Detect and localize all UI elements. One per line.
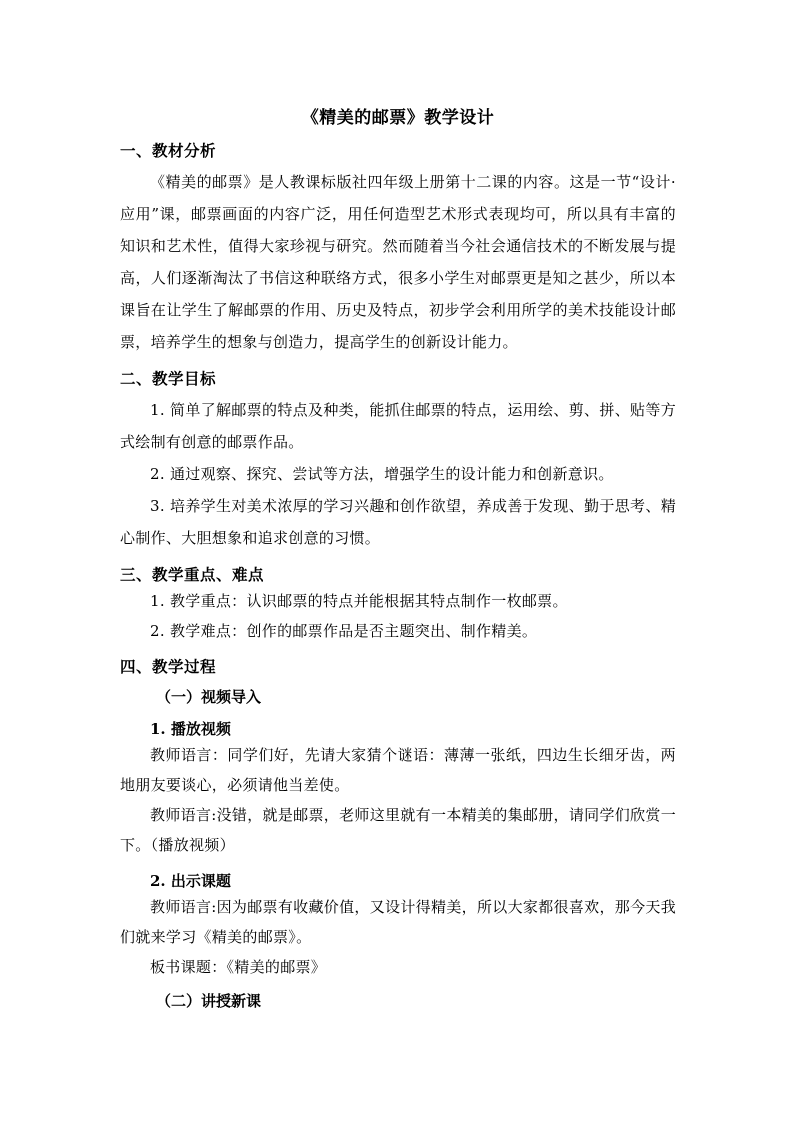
section-heading-objectives: 二、教学目标: [120, 369, 217, 388]
objective-item-1: 1. 简单了解邮票的特点及种类，能抓住邮票的特点，运用绘、剪、拼、贴等方式绘制有创意的邮票作品。: [120, 401, 676, 451]
step-show-topic: 2. 出示课题: [150, 872, 231, 890]
section-heading-analysis: 一、教材分析: [120, 141, 217, 160]
teacher-speech-topic: 教师语言:因为邮票有收藏价值，又设计得精美，所以大家都很喜欢，那今天我们就来学习《精美的邮票》。: [120, 898, 676, 946]
teacher-speech-stamp-album: 教师语言:没错，就是邮票，老师这里就有一本精美的集邮册，请同学们欣赏一下。（播放视频）: [120, 806, 676, 854]
document-title: 《精美的邮票》教学设计: [301, 108, 495, 128]
objective-item-3: 3. 培养学生对美术浓厚的学习兴趣和创作欲望，养成善于发现、勤于思考、精心制作、大胆想象和追求创意的习惯。: [120, 497, 676, 547]
key-point-item-2: 2. 教学难点：创作的邮票作品是否主题突出、制作精美。: [150, 622, 538, 640]
objective-item-2: 2. 通过观察、探究、尝试等方法，增强学生的设计能力和创新意识。: [150, 465, 614, 483]
section-heading-key-points: 三、教学重点、难点: [120, 565, 265, 584]
subsection-new-lesson: （二）讲授新课: [156, 992, 262, 1010]
teacher-speech-riddle: 教师语言：同学们好，先请大家猜个谜语：薄薄一张纸，四边生长细牙齿，两地朋友要谈心，必须请他当差使。: [120, 746, 676, 794]
analysis-paragraph: 《精美的邮票》是人教课标版社四年级上册第十二课的内容。这是一节“设计·应用”课，邮票画面的内容广泛，用任何造型艺术形式表现均可，所以具有丰富的知识和艺术性，值得大家珍视与研究。然而随着当今社会通信技术的不断发展与提高，人们逐渐淘汰了书信这种联络方式，很多小学生对邮票更是知之甚少，所以本课旨在让学生了解邮票的作用、历史及特点，初步学会利用所学的美术技能设计邮票，培养学生的想象与创造力，提高学生的创新设计能力。: [120, 173, 676, 351]
subsection-video-intro: （一）视频导入: [156, 688, 262, 706]
step-play-video: 1. 播放视频: [150, 720, 231, 738]
document-body: [120, 106, 676, 1016]
board-topic: 板书课题：《精美的邮票》: [150, 958, 327, 976]
section-heading-process: 四、教学过程: [120, 657, 217, 676]
key-point-item-1: 1. 教学重点：认识邮票的特点并能根据其特点制作一枚邮票。: [150, 592, 568, 610]
